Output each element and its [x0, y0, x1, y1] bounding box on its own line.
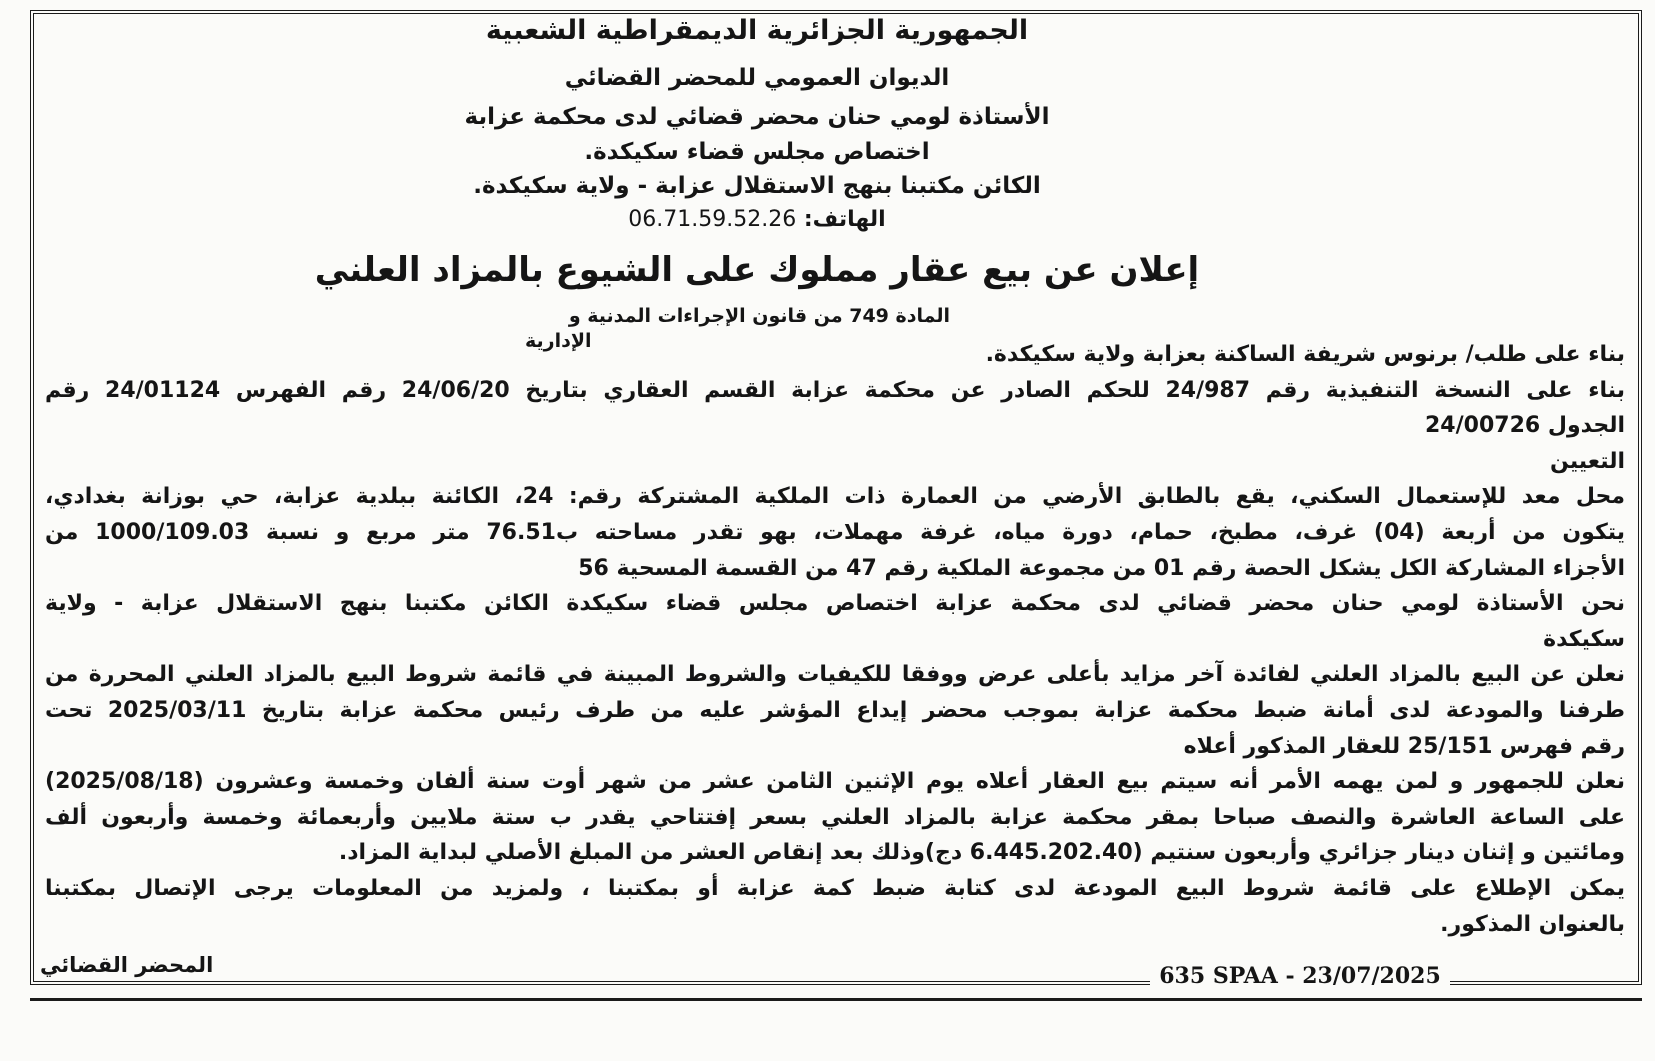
executive-copy-line: بناء على النسخة التنفيذية رقم 24/987 للحكم الصادر عن محكمة عزابة القسم العقاري بتاريخ 24/06/20 رقم الفهرس 24/01124 رقم: [45, 377, 1626, 403]
office-address: الكائن مكتبنا بنهج الاستقلال عزابة - ولاية سكيكدة.: [473, 173, 1041, 199]
phone-number: 06.71.59.52.26: [628, 207, 797, 232]
sale-announcement-line: طرفنا والمودعة لدى أمانة ضبط محكمة عزابة بموجب محضر إيداع المؤشر عليه من طرف رئيس محكمة عزابة بتاريخ 2025/03/11 تحت: [45, 697, 1625, 723]
public-notice-line: ومائتين و إثنان دينار جزائري وأربعون سنتيم (6.445.202.40 دج)وذلك بعد إنقاص العشر من المبلغ الأصلي لبداية المزاد.: [338, 840, 1625, 866]
phone-line: [30, 203, 1484, 237]
republic-heading: الجمهورية الجزائرية الديمقراطية الشعبية: [485, 15, 1029, 46]
footer-reference: 635 SPAA - 23/07/2025: [1150, 961, 1450, 991]
notice-body: [45, 337, 1625, 942]
signature-label: المحضر القضائي: [40, 953, 214, 977]
legal-basis-line: المادة 749 من قانون الإجراءات المدنية و: [568, 305, 950, 327]
designation-line: يتكون من أربعة (04) غرف، مطبخ، حمام، دورة مياه، غرفة مهملات، بهو تقدر مساحته ب76.51 متر مربع و نسبة 1000/109.03 من: [45, 519, 1625, 545]
consultation-line: يمكن الإطلاع على قائمة شروط البيع المودعة لدى كتابة ضبط كمة عزابة أو بمكتبنا ، ولمزيد من المعلومات يرجى الإتصال بمكتبنا: [45, 875, 1625, 901]
office-heading: الديوان العمومي للمحضر القضائي: [564, 65, 950, 91]
bailiff-statement-line: سكيكدة: [1543, 626, 1625, 652]
bailiff-name: الأستاذة لومي حنان محضر قضائي لدى محكمة عزابة: [464, 104, 1050, 130]
bailiff-statement-line: نحن الأستاذة لومي حنان محضر قضائي لدى محكمة عزابة اختصاص مجلس قضاء سكيكدة الكائن مكتبنا بنهج الاستقلال عزابة - ولاية: [45, 591, 1625, 617]
designation-line: محل معد للإستعمال السكني، يقع بالطابق الأرضي من العمارة ذات الملكية المشتركة رقم: 24، الكائنة ببلدية عزابة، حي بوزانة بغدادي،: [45, 484, 1625, 510]
notice-title: إعلان عن بيع عقار مملوك على الشيوع بالمزاد العلني: [314, 250, 1200, 290]
phone-label: الهاتف:: [803, 207, 886, 232]
executive-copy-line: الجدول 24/00726: [1425, 413, 1625, 439]
sale-announcement-line: نعلن عن البيع بالمزاد العلني لفائدة آخر مزايد بأعلى عرض ووفقا للكيفيات والشروط المبينة في قائمة شروط البيع بالمزاد العلني المحررة من: [45, 662, 1625, 688]
public-notice-line: نعلن للجمهور و لمن يهمه الأمر أنه سيتم بيع العقار أعلاه يوم الإثنين الثامن عشر من شهر أوت سنة ألفان وخمسة وعشرون (2025/08/18): [45, 769, 1625, 795]
designation-heading: التعيين: [1550, 448, 1625, 474]
consultation-line: بالعنوان المذكور.: [1440, 911, 1625, 937]
public-notice-line: على الساعة العاشرة والنصف صباحا بمقر محكمة عزابة بالمزاد العلني بسعر إفتتاحي يقدر ب ستة ملايين وأربعمائة وخمسة وأربعون ألف: [45, 804, 1625, 830]
designation-line: الأجزاء المشاركة الكل يشكل الحصة رقم 01 من مجموعة الملكية رقم 47 من القسمة المسحية 56: [578, 555, 1625, 581]
jurisdiction-line: اختصاص مجلس قضاء سكيكدة.: [584, 139, 930, 165]
sale-announcement-line: رقم فهرس 25/151 للعقار المذكور أعلاه: [1183, 733, 1625, 759]
bottom-rule: [30, 998, 1642, 1001]
legal-basis-line: الإدارية: [525, 330, 592, 352]
request-line: بناء على طلب/ برنوس شريفة الساكنة بعزابة ولاية سكيكدة.: [985, 342, 1625, 367]
